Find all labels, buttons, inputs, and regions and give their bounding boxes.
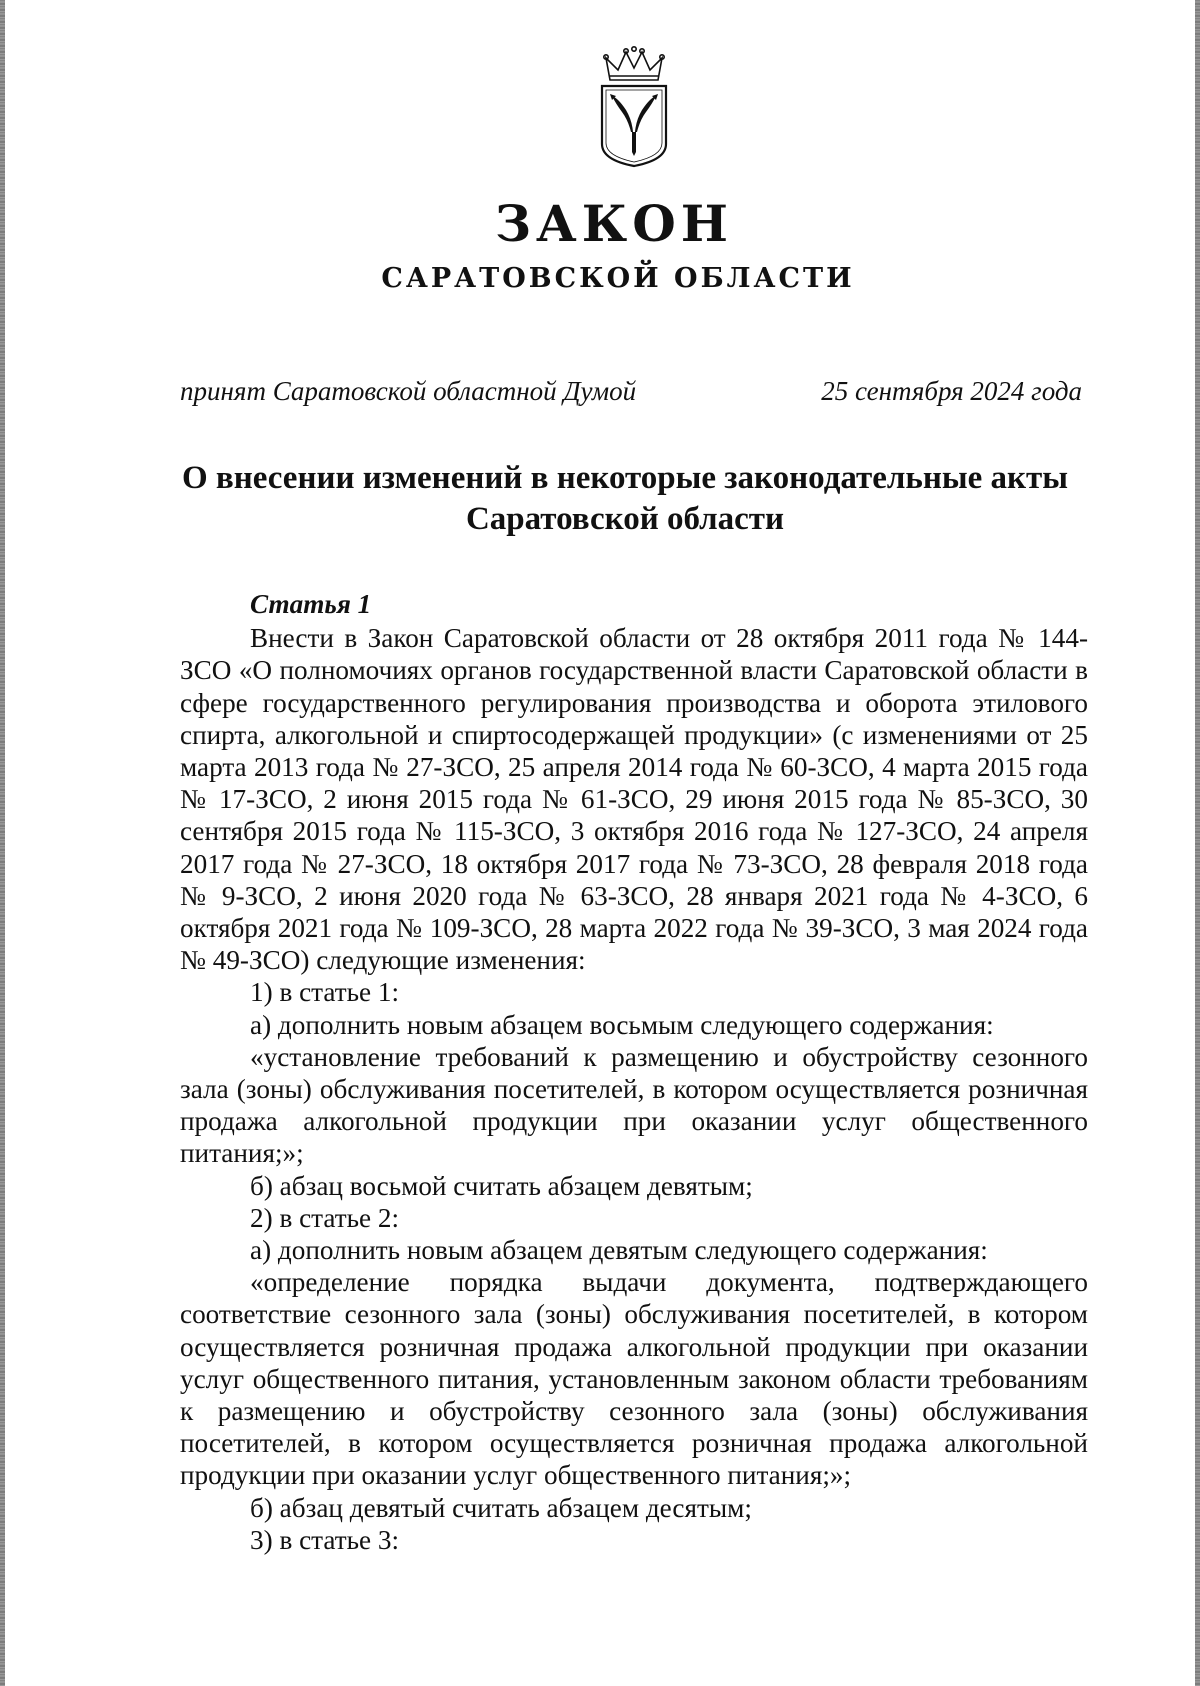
paragraph: 3) в статье 3: — [250, 1524, 400, 1555]
article-body — [180, 588, 1088, 1556]
document-title: О внесении изменений в некоторые законодательные акты Саратовской области — [181, 460, 1069, 537]
adoption-date: 25 сентября 2024 года — [821, 376, 1082, 406]
paragraph: а) дополнить новым абзацем девятым следующего содержания: — [250, 1235, 988, 1266]
paragraph: Внести в Закон Саратовской области от 28 октября 2011 года № 144-ЗСО «О полномочиях органов государственной власти Саратовской области в сфере государственного регулирования производства и оборота этилового спирта, алкогольной и спиртосодержащей продукции» (с изменениями от 25 марта 2013 года № 27-ЗСО, 25 апреля 2014 года № 60-ЗСО, 4 марта 2015 года № 17-ЗСО, 2 июня 2015 года № 61-ЗСО, 29 июня 2015 года № 85-ЗСО, 30 сентября 2015 года № 115-ЗСО, 3 октября 2016 года № 127-ЗСО, 24 апреля 2017 года № 27-ЗСО, 18 октября 2017 года № 73-ЗСО, 28 февраля 2018 года № 9-ЗСО, 2 июня 2020 года № 63-ЗСО, 28 января 2021 года № 4-ЗСО, 6 октября 2021 года № 109-ЗСО, 28 марта 2022 года № 39-ЗСО, 3 мая 2024 года № 49-ЗСО) следующие изменения: — [180, 623, 1088, 976]
region-subtitle: САРАТОВСКОЙ ОБЛАСТИ — [381, 263, 855, 294]
article-heading: Статья 1 — [250, 589, 372, 619]
paragraph: 1) в статье 1: — [250, 977, 400, 1008]
paragraph: «установление требований к размещению и обустройству сезонного зала (зоны) обслуживания посетителей, в котором осуществляется розничная продажа алкогольной продукции при оказании услуг общественного питания;»; — [180, 1041, 1088, 1169]
paragraph: б) абзац восьмой считать абзацем девятым; — [250, 1170, 753, 1201]
paragraph: «определение порядка выдачи документа, подтверждающего соответствие сезонного зала (зоны) обслуживания посетителей, в котором осуществляется розничная продажа алкогольной продукции при оказании услуг общественного питания, установленным законом области требованиям к размещению и обустройству сезонного зала (зоны) обслуживания посетителей, в котором осуществляется розничная продажа алкогольной продукции при оказании услуг общественного питания;»; — [180, 1267, 1088, 1491]
scan-edge-right — [1195, 0, 1200, 1686]
paragraph: 2) в статье 2: — [250, 1202, 400, 1233]
law-title: ЗАКОН — [494, 194, 734, 253]
saratov-coat-of-arms-icon — [596, 46, 672, 170]
paragraph: б) абзац девятый считать абзацем десятым; — [250, 1492, 752, 1523]
scan-edge-left — [0, 0, 5, 1686]
adopted-by: принят Саратовской областной Думой — [180, 376, 637, 406]
paragraph: а) дополнить новым абзацем восьмым следующего содержания: — [250, 1009, 994, 1040]
